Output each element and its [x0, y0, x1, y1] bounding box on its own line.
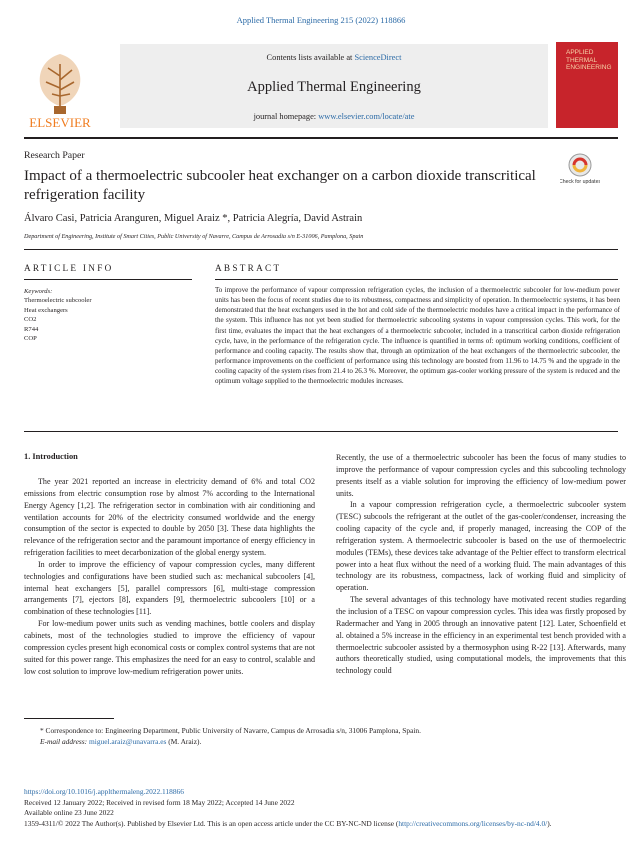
keyword: COP — [24, 335, 37, 343]
abstract-text: To improve the performance of vapour compression refrigeration cycles, the inclusion of a thermoelectric subcooler for low-medium power units has been the focus of recent studies due to its robustness, compactness and simplicity of operation. In thermoelectric systems, it has been demonstrated that the heat exchangers used in the hot and cold side of the thermoelectric modules have a critical impact in the performance of the system. This influence has not yet been studied for thermoelectric subcooling systems in vapour compression cycles. This work, for the first time, evaluates the impact that the heat exchangers of a thermoelectric subcooler, included in a transcritical carbon dioxide refrigeration cycle, have, in the performance of the refrigeration cycle. The influence is quantified in terms of: optimum working conditions, coefficient of performance and cooling capacity. The results show that, through an optimization of the heat exchangers of the thermoelectric subcooler, the performance improvements on the coefficient of performance using this technology are boosted from 11.96 to 14.75 % and the upgrade in the cooling capacity of the system rises from 21.4 to 26.3 %. Moreover, the optimum gas-cooler working pressure of the system is reduced and the optimum voltage supplied to the thermoelectric modules increases. — [215, 286, 620, 386]
journal-citation[interactable]: Applied Thermal Engineering 215 (2022) 118866 — [236, 15, 406, 25]
check-updates-icon — [560, 151, 600, 191]
correspondence: Correspondence to: Engineering Department, Public University of Navarre, Campus de Arrosadia s/n, 31006 Pamplona, Spain. — [45, 726, 421, 735]
keywords-label: Keywords: — [24, 288, 53, 295]
elsevier-wordmark: ELSEVIER — [29, 115, 91, 130]
email-label: E-mail address: — [40, 737, 88, 746]
email-link[interactable]: miguel.araiz@unavarra.es — [89, 737, 167, 746]
body-right-column — [336, 452, 626, 677]
email-suffix: (M. Araiz). — [168, 737, 202, 746]
homepage-prefix: journal homepage: — [253, 112, 319, 121]
available-online: Available online 23 June 2022 — [24, 808, 114, 818]
publication-info — [24, 787, 624, 829]
keyword: Thermoelectric subcooler — [24, 297, 92, 305]
info-top-rule — [24, 249, 618, 250]
author-list: Álvaro Casi, Patricia Aranguren, Miguel Araiz *, Patricia Alegría, David Astrain — [24, 213, 363, 224]
contents-prefix: Contents lists available at — [266, 53, 355, 62]
keyword: Heat exchangers — [24, 306, 68, 314]
abstract-heading: ABSTRACT — [215, 263, 282, 273]
body-paragraph: For low-medium power units such as vending machines, bottle coolers and display cabinets, most of the technologies studied to improve the efficiency of vapour compression cycles present high economical costs or complex control systems that are not suited for this power range. This emphasizes the need for an easy to control, scalable and low cost solution to improve low-medium refrigeration power units. — [24, 619, 315, 676]
footnote — [40, 725, 600, 747]
abstract-heading-rule — [215, 279, 618, 280]
license-link[interactable]: http://creativecommons.org/licenses/by-nc-nd/4.0/ — [398, 818, 548, 828]
sciencedirect-link[interactable]: ScienceDirect — [354, 53, 402, 62]
section-heading-introduction: 1. Introduction — [24, 452, 78, 461]
check-for-updates-badge[interactable] — [560, 151, 600, 191]
affiliation: Department of Engineering, Institute of Smart Cities, Public University of Navarre, Campus de Arrosadia s/n E-31006, Pamplona, Spain — [24, 233, 364, 240]
received-dates: Received 12 January 2022; Received in revised form 18 May 2022; Accepted 14 June 2022 — [24, 797, 295, 807]
body-paragraph: In order to improve the efficiency of vapour compression cycles, many different technologies and configurations have been studied such as: mechanical subcoolers [4], internal heat exchangers [5], parallel compressors [6], multi-stage compression arrangements [7], ejectors [8], expanders [9], thermoelectric subcoolers [10] or a combination of these technologies [11]. — [24, 559, 315, 617]
journal-title: Applied Thermal Engineering — [247, 79, 421, 95]
footnote-rule — [24, 718, 114, 719]
info-heading-rule — [24, 279, 192, 280]
paper-title: Impact of a thermoelectric subcooler heat exchanger on a carbon dioxide transcritical refrigeration facility — [24, 168, 536, 203]
contents-line — [120, 53, 548, 62]
body-paragraph: The several advantages of this technology have motivated recent studies regarding the inclusion of a TESC on vapour compression cycles. This idea was firstly proposed by Radermacher and Yang in 2005 through an innovative patent [12]. Later, Schoenfield et al. obtained a 5% increase in the efficiency in an experimental test bench provided with a thermoelectric subcooler assisted by a thermosyphon using R-22 [13]. Afterwards, many authors theoretically studied, using computational models, the improvements that this technology could — [336, 595, 626, 676]
elsevier-logo — [24, 46, 96, 130]
journal-cover-title: APPLIED THERMAL ENGINEERING — [566, 49, 612, 71]
license-suffix: ). — [547, 818, 552, 828]
homepage-link[interactable]: www.elsevier.com/locate/ate — [318, 112, 415, 121]
footnote-asterisk: * — [40, 726, 46, 735]
license-text: 1359-4311/© 2022 The Author(s). Published by Elsevier Ltd. This is an open access article under the CC BY-NC-ND license ( — [24, 818, 399, 828]
journal-homepage — [120, 112, 548, 121]
body-paragraph: Recently, the use of a thermoelectric subcooler has been the focus of many studies to improve the performance of vapour compression cycles and this subcooling technology presents itself as a viable solution for improving the efficiency of low-medium power units. — [336, 453, 626, 498]
doi-link[interactable]: https://doi.org/10.1016/j.applthermaleng.2022.118866 — [24, 787, 184, 796]
header-rule — [24, 137, 618, 139]
body-left-column — [24, 476, 315, 677]
body-paragraph: In a vapour compression refrigeration cycle, a thermoelectric subcooler system (TESC) subcools the refrigerant at the outlet of the gas-cooler/condenser, increasing the cooling capacity of the cycle and, if properly managed, increasing the COP of the refrigeration system. A thermoelectric subcooler is based on the use of thermoelectric modules (TEMs), these devices take advantage of the Peltier effect to transform electrical power into a heat flux without the need of a working fluid. The main advantages of this technology are its robustness, compactness, lack of working fluid and simplicity of operation. — [336, 500, 626, 593]
keywords-block — [24, 287, 184, 343]
article-info-heading: ARTICLE INFO — [24, 263, 114, 273]
keyword: R744 — [24, 325, 39, 333]
abstract-bottom-rule — [24, 431, 618, 432]
body-paragraph: The year 2021 reported an increase in electricity demand of 6% and total CO2 emissions from electric consumption rose by almost 7% according to the International Energy Agency [1,2]. The refrigeration sector in combination with air conditioning and ventilation accounts for 20% of the electricity consumed worldwide and the energy consumption of the sector is expected to double by 2050 [3]. These data highlights the relevance of the refrigeration sector and the paramount importance of energy efficiency in refrigeration facilities to meet decarbonization of the global energy system. — [24, 477, 315, 558]
article-type: Research Paper — [24, 150, 85, 161]
check-updates-label: Check for updates — [560, 179, 600, 185]
keyword: CO2 — [24, 316, 37, 324]
